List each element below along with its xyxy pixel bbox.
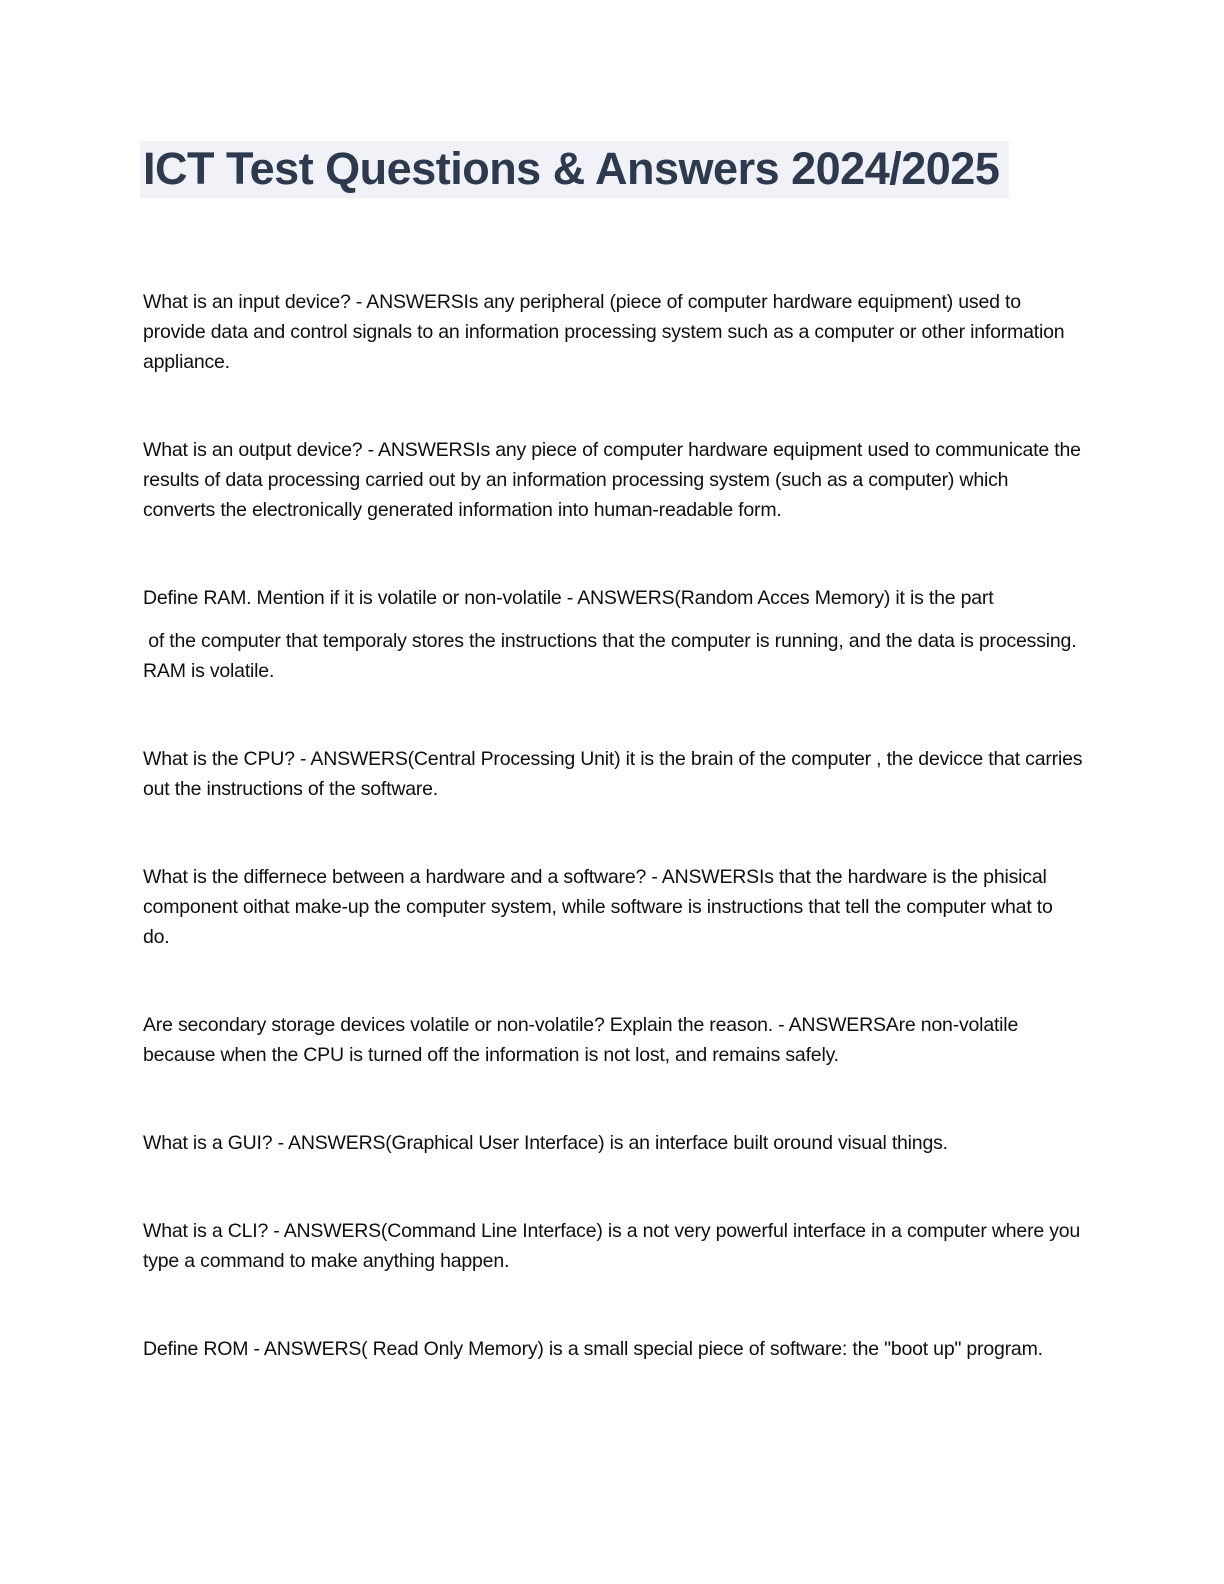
qa-paragraph-rom: Define ROM - ANSWERS( Read Only Memory) is a small special piece of software: the "boot up" program. (143, 1338, 1043, 1360)
document-content (143, 0, 1088, 1422)
qa-paragraph-gui: What is a GUI? - ANSWERS(Graphical User Interface) is an interface built oround visual things. (143, 1132, 948, 1154)
title-highlight: ICT Test Questions & Answers 2024/2025 (140, 141, 1009, 198)
qa-paragraph-cli: What is a CLI? - ANSWERS(Command Line Interface) is a not very powerful interface in a computer where you type a command to make anything happen. (143, 1220, 1086, 1272)
qa-paragraph-ram-a: of the computer that temporaly stores the instructions that the computer is running, and the data is processing. RAM is volatile. (143, 630, 1082, 682)
qa-paragraph-output-device: What is an output device? - ANSWERSIs any piece of computer hardware equipment used to communicate the results of data processing carried out by an information processing system (such as a computer) which converts the electronically generated information into human-readable form. (143, 439, 1086, 521)
qa-paragraph-cpu: What is the CPU? - ANSWERS(Central Processing Unit) it is the brain of the computer , the devicce that carries out the instructions of the software. (143, 748, 1088, 800)
page-title (143, 143, 1083, 195)
qa-paragraph-secondary-storage: Are secondary storage devices volatile or non-volatile? Explain the reason. - ANSWERSAre non-volatile because when the CPU is turned off the information is not lost, and remains safely. (143, 1014, 1024, 1066)
qa-paragraph-hardware-software: What is the differnece between a hardware and a software? - ANSWERSIs that the hardware is the phisical component oithat make-up the computer system, while software is instructions that tell the computer what to do. (143, 866, 1058, 948)
qa-paragraph-input-device: What is an input device? - ANSWERSIs any peripheral (piece of computer hardware equipment) used to provide data and control signals to an information processing system such as a computer or other information appliance. (143, 291, 1070, 373)
qa-paragraph-ram-q: Define RAM. Mention if it is volatile or non-volatile - ANSWERS(Random Acces Memory) it is the part (143, 587, 994, 609)
